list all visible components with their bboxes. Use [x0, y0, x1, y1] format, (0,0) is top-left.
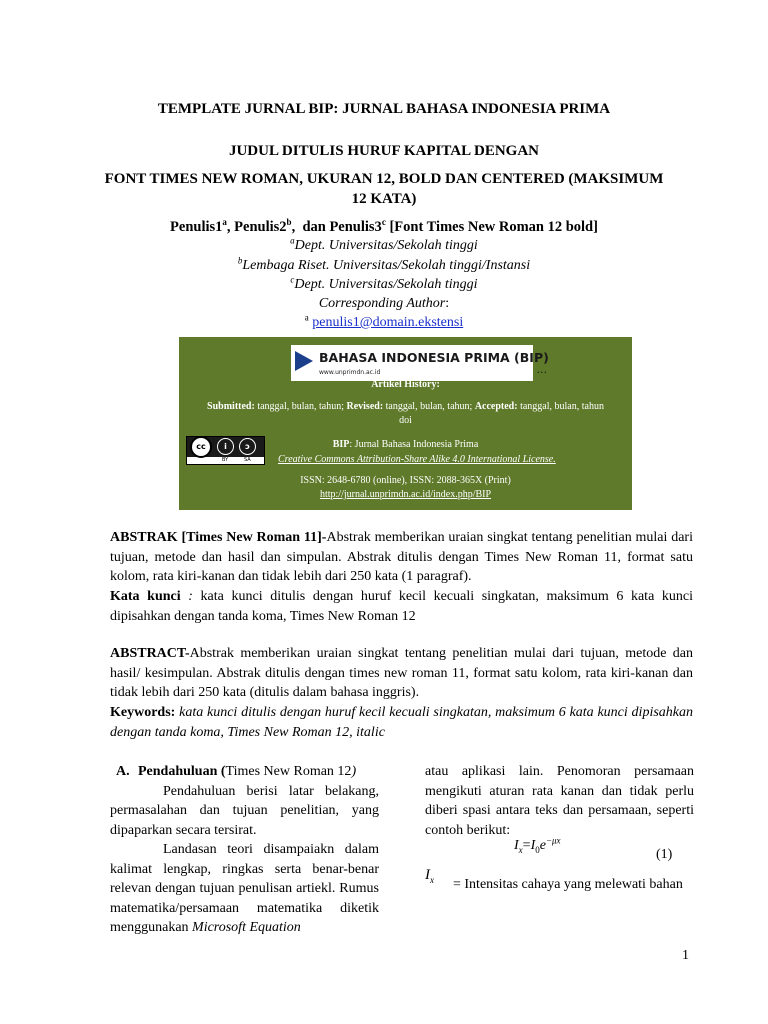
- revised-value: tanggal, bulan, tahun;: [385, 401, 473, 412]
- license-link[interactable]: Creative Commons Attribution-Share Alike 4.0 International License.: [278, 454, 556, 465]
- author-line: Penulis1$^a$, Penulis2$^b$, dan Penulis3$^c$ [Font Times New Roman 12 bold]: [170, 217, 598, 235]
- history-dates: [179, 401, 632, 412]
- author-1-sup: a: [222, 217, 227, 228]
- section-a-paragraph-2: [110, 840, 379, 938]
- section-a-title-note: Times New Roman 12: [225, 764, 352, 779]
- equation-lhs: I: [514, 838, 519, 853]
- affiliation-a-sup: a: [290, 235, 295, 246]
- left-column: [110, 762, 379, 938]
- affiliation-b: [0, 255, 768, 274]
- journal-url-link[interactable]: http://jurnal.unprimdn.ac.id/index.php/BIP: [319, 489, 492, 500]
- author-1: Penulis1: [170, 219, 223, 235]
- section-a-paragraph-2-italic: Microsoft Equation: [192, 920, 301, 935]
- abstrak-section: [110, 528, 693, 587]
- affiliation-a-text: Dept. Universitas/Sekolah tinggi: [294, 238, 478, 253]
- affiliation-b-text: Lembaga Riset. Universitas/Sekolah tinggi/Instansi: [242, 258, 531, 273]
- definition-symbol: I: [425, 867, 430, 883]
- history-title: Artikel History:: [371, 379, 440, 390]
- section-a-title: Pendahuluan (: [138, 764, 226, 779]
- logo-text: BAHASA INDONESIA PRIMA (BIP): [319, 350, 549, 365]
- revised-label: Revised:: [346, 401, 384, 412]
- journal-logo: [291, 345, 549, 381]
- affiliation-b-sup: b: [237, 255, 243, 266]
- author-2-sup: b: [286, 217, 292, 228]
- equation-equals: =: [522, 838, 531, 853]
- corresponding-email-line: [0, 312, 768, 331]
- section-a-heading: [110, 762, 379, 782]
- corresponding-author: [0, 296, 768, 312]
- equation-i0-sub: 0: [535, 844, 540, 855]
- journal-abbrev: BIP: [332, 439, 350, 450]
- author-3: dan Penulis3: [302, 219, 382, 235]
- affiliation-a: [0, 235, 768, 254]
- logo-dots: ...: [536, 363, 547, 376]
- corresponding-colon: :: [445, 296, 450, 311]
- keywords-text: kata kunci ditulis dengan huruf kecil kecuali singkatan, maksimum 6 kata kunci dipisahkan dengan tanda koma, Times New Roman 12, italic: [110, 705, 693, 740]
- submitted-label: Submitted:: [207, 401, 255, 412]
- definition-text: = Intensitas cahaya yang melewati bahan: [453, 877, 683, 892]
- equation-e: e: [539, 838, 546, 853]
- cc-by-label: BY: [222, 457, 229, 463]
- author-2: Penulis2: [234, 219, 287, 235]
- logo-arrow-icon: [295, 351, 313, 371]
- section-a-title-close: ): [351, 764, 357, 779]
- affiliation-c-text: Dept. Universitas/Sekolah tinggi: [294, 277, 478, 292]
- paper-title-line-3: 12 KATA): [351, 191, 417, 207]
- corresponding-label: Corresponding Author: [318, 296, 446, 311]
- definition-sub: x: [430, 874, 434, 885]
- journal-name-line: [179, 439, 632, 450]
- kata-kunci-label: Kata kunci: [110, 589, 181, 604]
- equation-i0: I: [530, 838, 536, 853]
- author-3-sup: c: [381, 217, 386, 228]
- affiliation-c: [0, 274, 768, 293]
- author-note: [Font Times New Roman 12 bold]: [389, 219, 598, 235]
- abstrak-label: ABSTRAK [Times New Roman 11]-: [110, 530, 327, 545]
- section-a-paragraph-1: Pendahuluan berisi latar belakang, permasalahan dan tujuan penelitian, yang dipaparkan secara tersirat.: [110, 783, 379, 838]
- paper-title-line-1: JUDUL DITULIS HURUF KAPITAL DENGAN: [228, 143, 540, 159]
- accepted-value: tanggal, bulan, tahun: [520, 401, 604, 412]
- logo-url: www.unprimdn.ac.id: [319, 369, 381, 376]
- keywords-label: Keywords:: [110, 705, 176, 720]
- kata-kunci-text: kata kunci ditulis dengan huruf kecil kecuali singkatan, maksimum 6 kata kunci dipisahkan dengan tanda koma, Times New Roman 12: [110, 589, 694, 624]
- abstract-label: ABSTRACT-: [110, 646, 190, 661]
- corresponding-sup: a: [304, 312, 309, 323]
- submitted-value: tanggal, bulan, tahun;: [257, 401, 344, 412]
- journal-banner: [179, 337, 632, 510]
- corresponding-email-link[interactable]: penulis1@domain.ekstensi: [312, 315, 464, 330]
- doi-text: doi: [399, 415, 412, 426]
- journal-title: TEMPLATE JURNAL BIP: JURNAL BAHASA INDONESIA PRIMA: [157, 101, 611, 117]
- keywords-section: [110, 703, 693, 742]
- accepted-label: Accepted:: [474, 401, 518, 412]
- share-alike-icon: ↄ: [239, 438, 256, 455]
- cc-sa-label: SA: [244, 457, 251, 463]
- equation-lhs-sub: x: [518, 844, 523, 855]
- equation-exponent: −μx: [545, 835, 561, 846]
- section-a-paragraph-2-text: Landasan teori disampaiakn dalam kalimat lengkap, ringkas serta benar-benar relevan dengan tujuan penulisan artiekl. Rumus matematika/persamaan matematika diketik menggunakan: [110, 842, 379, 935]
- paper-title: [100, 141, 668, 209]
- issn-text: ISSN: 2648-6780 (online), ISSN: 2088-365X (Print): [300, 475, 511, 486]
- attribution-icon: i: [217, 438, 234, 455]
- page-number: 1: [682, 948, 689, 963]
- affiliation-c-sup: c: [290, 274, 295, 285]
- section-a-letter: A.: [116, 764, 130, 779]
- kata-kunci-colon: :: [180, 589, 193, 604]
- abstract-text: Abstrak memberikan uraian singkat tentang penelitian mulai dari tujuan, metode dan hasil/ kesimpulan. Abstrak ditulis dengan times new roman 11, format satu kolom, rata kiri-kanan dan tidak lebih dari 250 kata (ditulis dalam bahasa inggris).: [110, 646, 693, 700]
- paper-title-line-2: FONT TIMES NEW ROMAN, UKURAN 12, BOLD DAN CENTERED (MAKSIMUM: [104, 171, 664, 187]
- equation-number: (1): [656, 847, 673, 862]
- cc-icon: cc: [190, 436, 212, 458]
- equation-1: [514, 835, 561, 855]
- right-column-paragraph: atau aplikasi lain. Penomoran persamaan mengikuti aturan rata kanan dan tidak perlu diberi spasi antara teks dan persamaan, seperti contoh berikut:: [425, 764, 694, 838]
- abstrak-text: Abstrak memberikan uraian singkat tentang penelitian mulai dari tujuan, metode dan hasil dan simpulan. Abstrak ditulis dengan Times New Roman 11, format satu kolom, rata kiri-kanan dan tidak lebih dari 250 kata (1 paragraf).: [110, 530, 693, 584]
- kata-kunci-section: [110, 587, 693, 626]
- abstract-section: [110, 644, 693, 703]
- journal-name: : Jurnal Bahasa Indonesia Prima: [349, 439, 479, 450]
